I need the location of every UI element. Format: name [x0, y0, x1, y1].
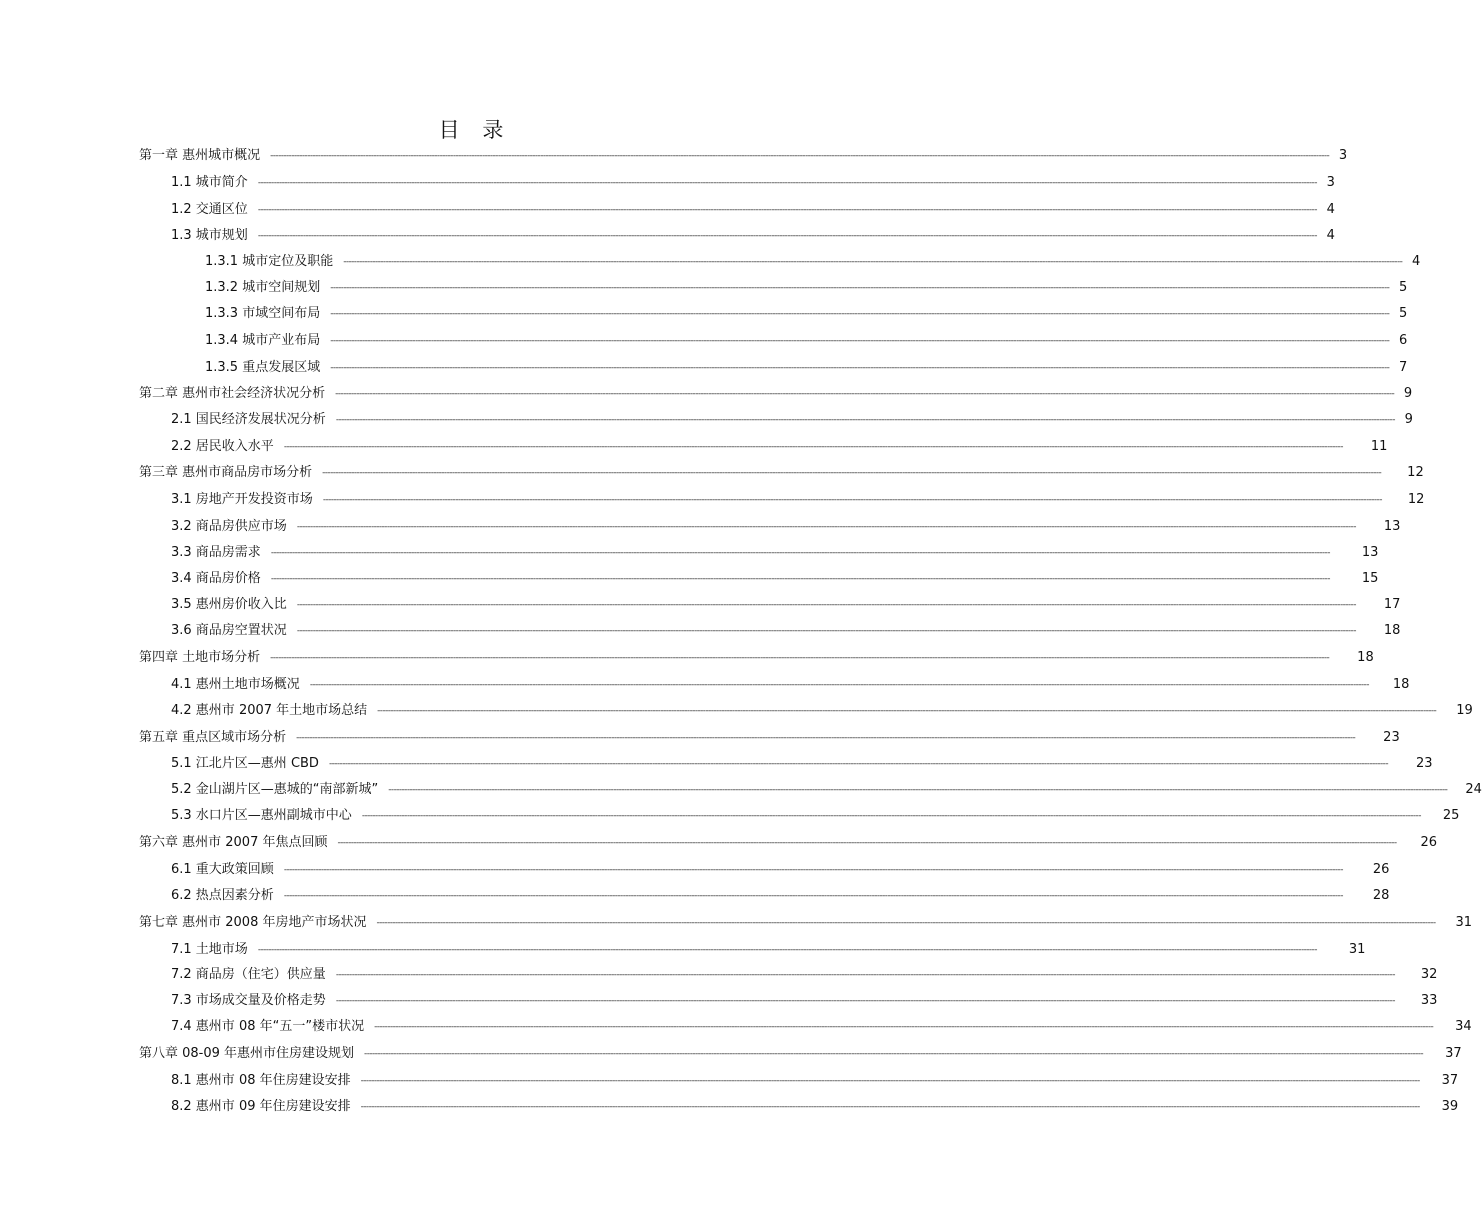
toc-entry-page-number: 31	[1348, 942, 1366, 957]
toc-entry-page-number: 4	[1326, 202, 1335, 217]
toc-chapter-entry[interactable]	[139, 464, 1424, 482]
toc-leader-dashes: ----------------------------------------------------------------------------------------------------------------------------------------------------------------------------------------------------------------------------------------------------------------------------------------------------------------------------------------------------------------------------------------------------------------	[343, 257, 1403, 267]
toc-entry-page-number: 5	[1398, 280, 1408, 295]
toc-entry-label: 第八章 08-09 年惠州市住房建设规划	[139, 1046, 355, 1061]
toc-entry-page-number: 34	[1455, 1019, 1472, 1034]
toc-entry-page-number: 12	[1407, 492, 1425, 507]
toc-section-entry[interactable]	[171, 622, 1401, 640]
toc-leader-dashes: ----------------------------------------------------------------------------------------------------------------------------------------------------------------------------------------------------------------------------------------------------------------------------------------------------------------------------------------------------------------------------------------------------------------	[296, 733, 1356, 743]
toc-section-entry[interactable]	[171, 887, 1390, 905]
toc-section-entry[interactable]	[205, 305, 1408, 323]
toc-leader-dashes: ----------------------------------------------------------------------------------------------------------------------------------------------------------------------------------------------------------------------------------------------------------------------------------------------------------------------------------------------------------------------------------------------------------------	[296, 600, 1356, 610]
toc-entry-page-number: 26	[1372, 862, 1390, 877]
toc-leader-dashes: ----------------------------------------------------------------------------------------------------------------------------------------------------------------------------------------------------------------------------------------------------------------------------------------------------------------------------------------------------------------------------------------------------------------	[330, 363, 1390, 373]
toc-entry-page-number: 12	[1407, 465, 1424, 480]
toc-entry-label: 3.1 房地产开发投资市场	[171, 492, 313, 507]
toc-entry-label: 3.4 商品房价格	[171, 571, 261, 586]
toc-leader-dashes: ----------------------------------------------------------------------------------------------------------------------------------------------------------------------------------------------------------------------------------------------------------------------------------------------------------------------------------------------------------------------------------------------------------------	[360, 1102, 1420, 1112]
toc-entry-page-number: 4	[1326, 228, 1335, 243]
toc-leader-dashes: ----------------------------------------------------------------------------------------------------------------------------------------------------------------------------------------------------------------------------------------------------------------------------------------------------------------------------------------------------------------------------------------------------------------	[330, 283, 1390, 293]
toc-leader-dashes: ----------------------------------------------------------------------------------------------------------------------------------------------------------------------------------------------------------------------------------------------------------------------------------------------------------------------------------------------------------------------------------------------------------------	[335, 415, 1395, 425]
toc-entry-label: 1.3.3 市域空间布局	[205, 306, 321, 321]
toc-entry-page-number: 32	[1420, 967, 1438, 982]
toc-entry-page-number: 39	[1441, 1099, 1459, 1114]
toc-section-entry[interactable]	[171, 438, 1388, 456]
toc-entry-label: 第三章 惠州市商品房市场分析	[139, 465, 313, 480]
toc-leader-dashes: ----------------------------------------------------------------------------------------------------------------------------------------------------------------------------------------------------------------------------------------------------------------------------------------------------------------------------------------------------------------------------------------------------------------	[257, 945, 1317, 955]
toc-entry-page-number: 18	[1357, 650, 1374, 665]
toc-leader-dashes: ----------------------------------------------------------------------------------------------------------------------------------------------------------------------------------------------------------------------------------------------------------------------------------------------------------------------------------------------------------------------------------------------------------------	[335, 996, 1395, 1006]
toc-leader-dashes: ----------------------------------------------------------------------------------------------------------------------------------------------------------------------------------------------------------------------------------------------------------------------------------------------------------------------------------------------------------------------------------------------------------------	[309, 680, 1369, 690]
toc-leader-dashes: ----------------------------------------------------------------------------------------------------------------------------------------------------------------------------------------------------------------------------------------------------------------------------------------------------------------------------------------------------------------------------------------------------------------	[257, 178, 1317, 188]
toc-leader-dashes: ----------------------------------------------------------------------------------------------------------------------------------------------------------------------------------------------------------------------------------------------------------------------------------------------------------------------------------------------------------------------------------------------------------------	[322, 495, 1382, 505]
toc-chapter-entry[interactable]	[139, 1045, 1462, 1063]
toc-section-entry[interactable]	[171, 781, 1482, 799]
toc-section-entry[interactable]	[171, 570, 1379, 588]
toc-section-entry[interactable]	[171, 702, 1473, 720]
toc-leader-dashes: ----------------------------------------------------------------------------------------------------------------------------------------------------------------------------------------------------------------------------------------------------------------------------------------------------------------------------------------------------------------------------------------------------------------	[361, 811, 1421, 821]
toc-leader-dashes: ----------------------------------------------------------------------------------------------------------------------------------------------------------------------------------------------------------------------------------------------------------------------------------------------------------------------------------------------------------------------------------------------------------------	[257, 205, 1317, 215]
toc-entry-label: 5.2 金山湖片区—惠城的“南部新城”	[171, 782, 379, 797]
toc-leader-dashes: ----------------------------------------------------------------------------------------------------------------------------------------------------------------------------------------------------------------------------------------------------------------------------------------------------------------------------------------------------------------------------------------------------------------	[330, 309, 1390, 319]
toc-entry-label: 2.1 国民经济发展状况分析	[171, 412, 326, 427]
toc-entry-label: 第六章 惠州市 2007 年焦点回顾	[139, 835, 328, 850]
toc-entry-page-number: 9	[1404, 412, 1413, 427]
toc-entry-label: 1.3.4 城市产业布局	[205, 333, 321, 348]
toc-section-entry[interactable]	[171, 491, 1425, 509]
toc-entry-page-number: 7	[1398, 360, 1408, 375]
toc-leader-dashes: ----------------------------------------------------------------------------------------------------------------------------------------------------------------------------------------------------------------------------------------------------------------------------------------------------------------------------------------------------------------------------------------------------------------	[364, 1049, 1424, 1059]
toc-leader-dashes: ----------------------------------------------------------------------------------------------------------------------------------------------------------------------------------------------------------------------------------------------------------------------------------------------------------------------------------------------------------------------------------------------------------------	[270, 151, 1330, 161]
toc-entry-page-number: 9	[1403, 386, 1413, 401]
toc-entry-page-number: 19	[1456, 703, 1473, 718]
toc-section-entry[interactable]	[171, 676, 1410, 694]
toc-entry-page-number: 6	[1398, 333, 1408, 348]
toc-entry-label: 3.2 商品房供应市场	[171, 519, 287, 534]
toc-entry-page-number: 28	[1372, 888, 1390, 903]
toc-entry-label: 6.1 重大政策回顾	[171, 862, 274, 877]
toc-chapter-entry[interactable]	[139, 729, 1400, 747]
toc-section-entry[interactable]	[205, 332, 1408, 350]
toc-entry-label: 4.2 惠州市 2007 年土地市场总结	[171, 703, 368, 718]
toc-entry-page-number: 17	[1383, 597, 1401, 612]
toc-entry-page-number: 37	[1445, 1046, 1462, 1061]
toc-entry-page-number: 31	[1455, 915, 1473, 930]
toc-entry-page-number: 5	[1398, 306, 1408, 321]
toc-entry-label: 7.3 市场成交量及价格走势	[171, 993, 326, 1008]
toc-section-entry[interactable]	[171, 941, 1366, 959]
toc-section-entry[interactable]	[171, 201, 1335, 219]
toc-entry-label: 2.2 居民收入水平	[171, 439, 274, 454]
toc-leader-dashes: ----------------------------------------------------------------------------------------------------------------------------------------------------------------------------------------------------------------------------------------------------------------------------------------------------------------------------------------------------------------------------------------------------------------	[270, 574, 1330, 584]
toc-entry-page-number: 18	[1392, 677, 1410, 692]
toc-entry-label: 第二章 惠州市社会经济状况分析	[139, 386, 326, 401]
toc-entry-page-number: 15	[1361, 571, 1379, 586]
toc-entry-label: 第七章 惠州市 2008 年房地产市场状况	[139, 915, 367, 930]
toc-entry-label: 7.1 土地市场	[171, 942, 248, 957]
toc-section-entry[interactable]	[171, 807, 1460, 825]
toc-entry-label: 8.2 惠州市 09 年住房建设安排	[171, 1099, 351, 1114]
toc-section-entry[interactable]	[171, 1098, 1459, 1116]
toc-section-entry[interactable]	[171, 227, 1335, 245]
toc-chapter-entry[interactable]	[139, 834, 1438, 852]
toc-entry-page-number: 18	[1383, 623, 1401, 638]
toc-entry-page-number: 33	[1420, 993, 1438, 1008]
toc-section-entry[interactable]	[171, 411, 1413, 429]
toc-leader-dashes: ----------------------------------------------------------------------------------------------------------------------------------------------------------------------------------------------------------------------------------------------------------------------------------------------------------------------------------------------------------------------------------------------------------------	[270, 653, 1330, 663]
toc-section-entry[interactable]	[171, 1072, 1459, 1090]
toc-title: 目 录	[438, 118, 512, 142]
toc-entry-label: 8.1 惠州市 08 年住房建设安排	[171, 1073, 351, 1088]
toc-entry-label: 1.1 城市简介	[171, 175, 248, 190]
toc-entry-page-number: 4	[1411, 254, 1421, 269]
toc-entry-label: 5.3 水口片区—惠州副城市中心	[171, 808, 352, 823]
toc-entry-label: 1.3.1 城市定位及职能	[205, 254, 334, 269]
toc-leader-dashes: ----------------------------------------------------------------------------------------------------------------------------------------------------------------------------------------------------------------------------------------------------------------------------------------------------------------------------------------------------------------------------------------------------------------	[388, 785, 1448, 795]
toc-section-entry[interactable]	[171, 1018, 1472, 1036]
toc-leader-dashes: ----------------------------------------------------------------------------------------------------------------------------------------------------------------------------------------------------------------------------------------------------------------------------------------------------------------------------------------------------------------------------------------------------------------	[283, 865, 1343, 875]
toc-leader-dashes: ----------------------------------------------------------------------------------------------------------------------------------------------------------------------------------------------------------------------------------------------------------------------------------------------------------------------------------------------------------------------------------------------------------------	[376, 918, 1436, 928]
toc-leader-dashes: ----------------------------------------------------------------------------------------------------------------------------------------------------------------------------------------------------------------------------------------------------------------------------------------------------------------------------------------------------------------------------------------------------------------	[283, 442, 1343, 452]
toc-entry-page-number: 3	[1326, 175, 1335, 190]
toc-leader-dashes: ----------------------------------------------------------------------------------------------------------------------------------------------------------------------------------------------------------------------------------------------------------------------------------------------------------------------------------------------------------------------------------------------------------------	[283, 891, 1343, 901]
toc-chapter-entry[interactable]	[139, 385, 1413, 403]
toc-section-entry[interactable]	[171, 174, 1335, 192]
toc-entry-label: 7.4 惠州市 08 年“五一”楼市状况	[171, 1019, 365, 1034]
toc-entry-label: 7.2 商品房（住宅）供应量	[171, 967, 326, 982]
toc-leader-dashes: ----------------------------------------------------------------------------------------------------------------------------------------------------------------------------------------------------------------------------------------------------------------------------------------------------------------------------------------------------------------------------------------------------------------	[335, 389, 1395, 399]
toc-section-entry[interactable]	[171, 992, 1438, 1010]
toc-chapter-entry[interactable]	[139, 147, 1348, 165]
toc-entry-page-number: 13	[1361, 545, 1379, 560]
toc-chapter-entry[interactable]	[139, 914, 1473, 932]
toc-entry-page-number: 24	[1465, 782, 1482, 797]
toc-entry-page-number: 23	[1415, 756, 1433, 771]
toc-section-entry[interactable]	[171, 518, 1401, 536]
toc-entry-label: 3.5 惠州房价收入比	[171, 597, 287, 612]
toc-leader-dashes: ----------------------------------------------------------------------------------------------------------------------------------------------------------------------------------------------------------------------------------------------------------------------------------------------------------------------------------------------------------------------------------------------------------------	[322, 468, 1382, 478]
toc-entry-page-number: 11	[1370, 439, 1388, 454]
toc-entry-label: 4.1 惠州土地市场概况	[171, 677, 300, 692]
toc-entry-page-number: 3	[1338, 148, 1348, 163]
toc-section-entry[interactable]	[205, 279, 1408, 297]
toc-entry-label: 第四章 土地市场分析	[139, 650, 261, 665]
toc-entry-page-number: 13	[1383, 519, 1401, 534]
toc-section-entry[interactable]	[171, 544, 1379, 562]
toc-leader-dashes: ----------------------------------------------------------------------------------------------------------------------------------------------------------------------------------------------------------------------------------------------------------------------------------------------------------------------------------------------------------------------------------------------------------------	[257, 231, 1317, 241]
toc-section-entry[interactable]	[171, 966, 1438, 984]
toc-leader-dashes: ----------------------------------------------------------------------------------------------------------------------------------------------------------------------------------------------------------------------------------------------------------------------------------------------------------------------------------------------------------------------------------------------------------------	[335, 970, 1395, 980]
toc-entry-page-number: 23	[1383, 730, 1400, 745]
toc-chapter-entry[interactable]	[139, 649, 1374, 667]
toc-entry-label: 1.3.2 城市空间规划	[205, 280, 321, 295]
toc-entry-label: 5.1 江北片区—惠州 CBD	[171, 756, 319, 771]
toc-entry-page-number: 37	[1441, 1073, 1459, 1088]
toc-section-entry[interactable]	[171, 596, 1401, 614]
toc-entry-label: 1.2 交通区位	[171, 202, 248, 217]
toc-entry-label: 第一章 惠州城市概况	[139, 148, 261, 163]
toc-leader-dashes: ----------------------------------------------------------------------------------------------------------------------------------------------------------------------------------------------------------------------------------------------------------------------------------------------------------------------------------------------------------------------------------------------------------------	[270, 548, 1330, 558]
toc-leader-dashes: ----------------------------------------------------------------------------------------------------------------------------------------------------------------------------------------------------------------------------------------------------------------------------------------------------------------------------------------------------------------------------------------------------------------	[377, 706, 1437, 716]
toc-entry-label: 3.3 商品房需求	[171, 545, 261, 560]
toc-entry-page-number: 25	[1442, 808, 1460, 823]
toc-entry-label: 1.3 城市规划	[171, 228, 248, 243]
toc-entry-label: 3.6 商品房空置状况	[171, 623, 287, 638]
toc-entry-label: 1.3.5 重点发展区域	[205, 360, 321, 375]
toc-entry-label: 6.2 热点因素分析	[171, 888, 274, 903]
toc-leader-dashes: ----------------------------------------------------------------------------------------------------------------------------------------------------------------------------------------------------------------------------------------------------------------------------------------------------------------------------------------------------------------------------------------------------------------	[330, 336, 1390, 346]
toc-entry-page-number: 26	[1420, 835, 1438, 850]
toc-leader-dashes: ----------------------------------------------------------------------------------------------------------------------------------------------------------------------------------------------------------------------------------------------------------------------------------------------------------------------------------------------------------------------------------------------------------------	[374, 1022, 1434, 1032]
toc-section-entry[interactable]	[171, 861, 1390, 879]
toc-section-entry[interactable]	[171, 755, 1433, 773]
toc-section-entry[interactable]	[205, 253, 1421, 271]
toc-leader-dashes: ----------------------------------------------------------------------------------------------------------------------------------------------------------------------------------------------------------------------------------------------------------------------------------------------------------------------------------------------------------------------------------------------------------------	[337, 838, 1397, 848]
toc-leader-dashes: ----------------------------------------------------------------------------------------------------------------------------------------------------------------------------------------------------------------------------------------------------------------------------------------------------------------------------------------------------------------------------------------------------------------	[296, 626, 1356, 636]
toc-leader-dashes: ----------------------------------------------------------------------------------------------------------------------------------------------------------------------------------------------------------------------------------------------------------------------------------------------------------------------------------------------------------------------------------------------------------------	[328, 759, 1388, 769]
toc-section-entry[interactable]	[205, 359, 1408, 377]
toc-entry-label: 第五章 重点区域市场分析	[139, 730, 287, 745]
toc-leader-dashes: ----------------------------------------------------------------------------------------------------------------------------------------------------------------------------------------------------------------------------------------------------------------------------------------------------------------------------------------------------------------------------------------------------------------	[296, 522, 1356, 532]
toc-leader-dashes: ----------------------------------------------------------------------------------------------------------------------------------------------------------------------------------------------------------------------------------------------------------------------------------------------------------------------------------------------------------------------------------------------------------------	[360, 1076, 1420, 1086]
